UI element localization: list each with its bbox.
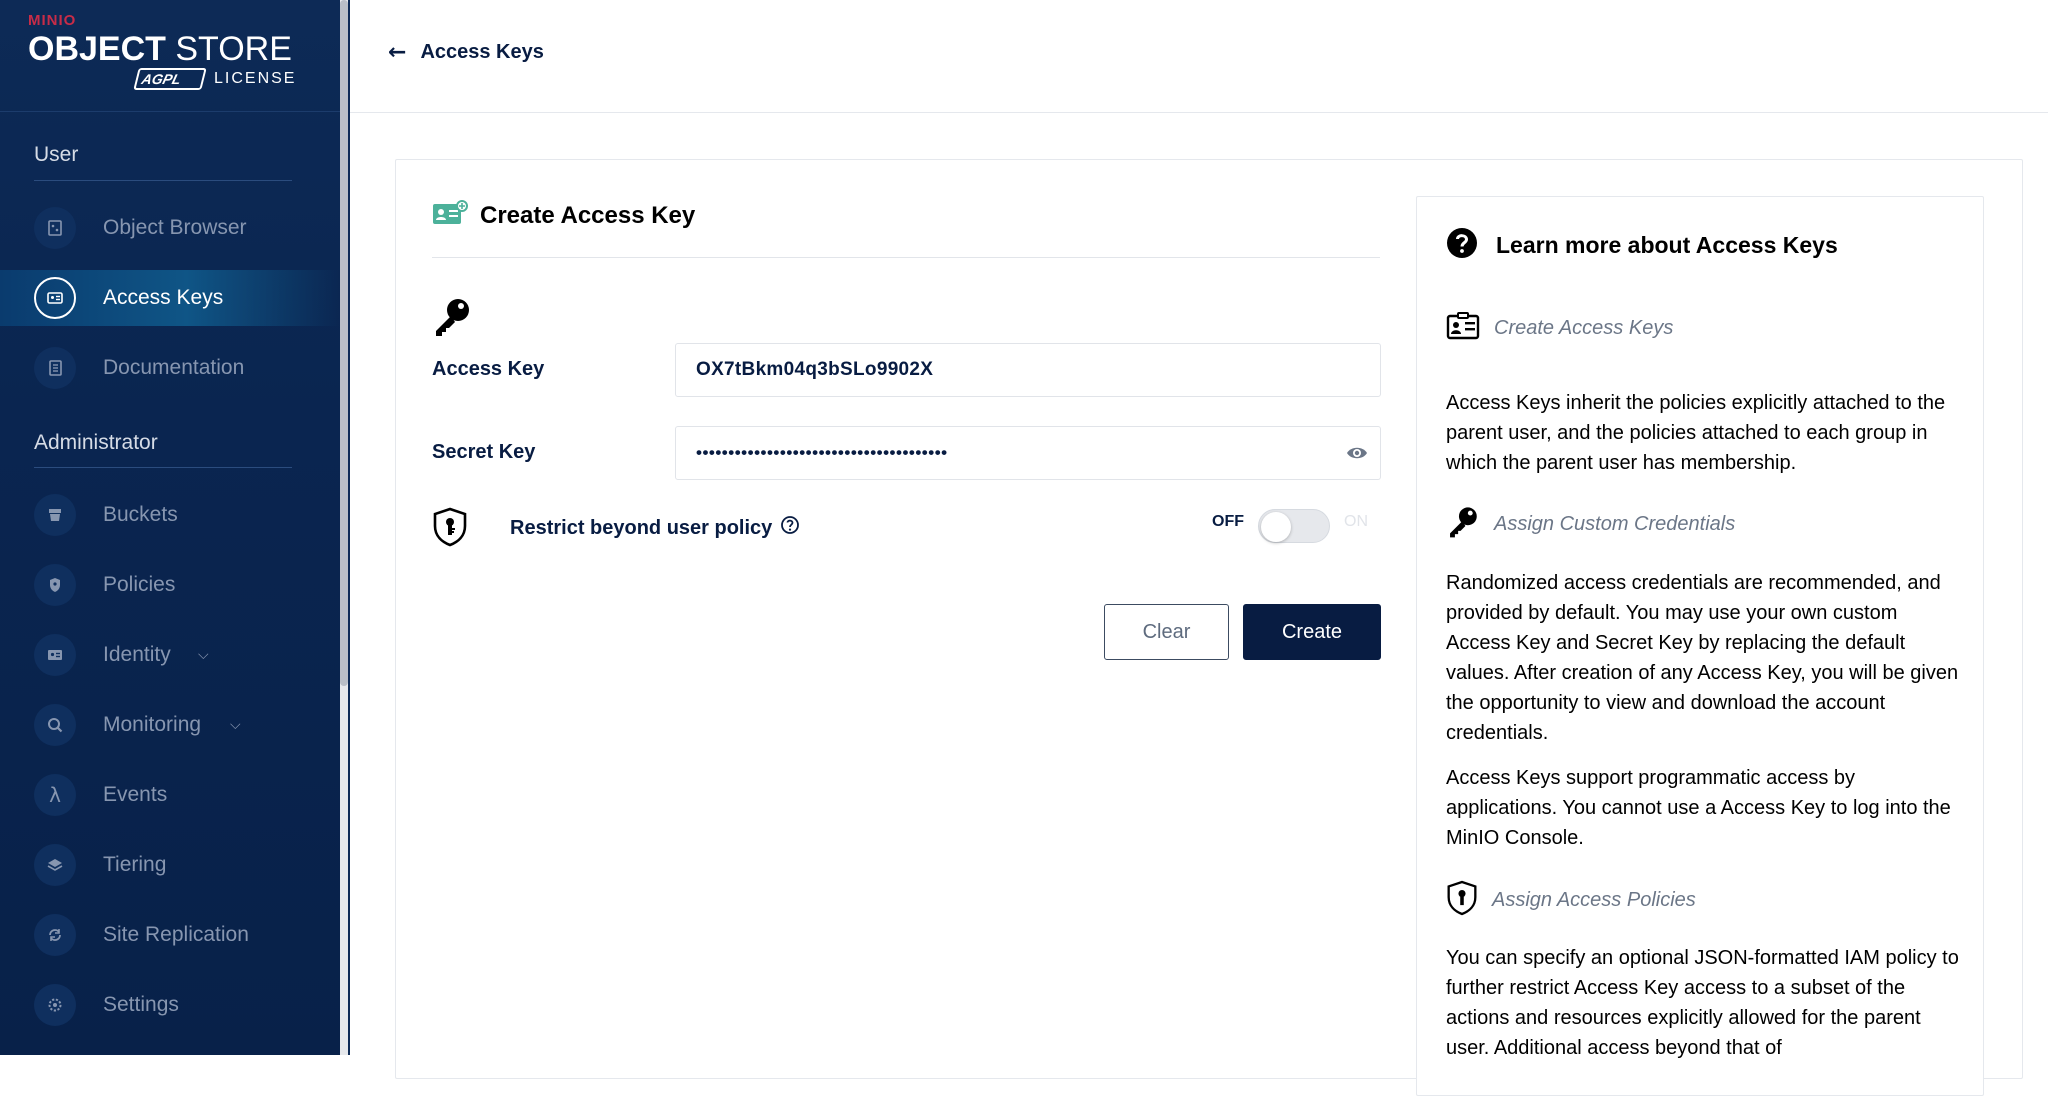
key-icon xyxy=(1446,505,1480,543)
access-key-value: OX7tBkm04q3bSLo9902X xyxy=(696,359,934,380)
restrict-policy-toggle[interactable] xyxy=(1258,509,1330,543)
clear-button[interactable]: Clear xyxy=(1104,604,1229,660)
secret-key-value: ••••••••••••••••••••••••••••••••••••••• xyxy=(696,443,948,462)
policies-icon xyxy=(34,564,76,606)
toggle-on-label: ON xyxy=(1344,513,1368,530)
lambda-icon: λ xyxy=(34,774,76,816)
section-divider xyxy=(34,180,292,181)
logo-brand: MINIO xyxy=(28,12,77,29)
sidebar-item-label: Documentation xyxy=(103,356,245,379)
sidebar-item-tiering[interactable] xyxy=(0,837,340,893)
help-subtitle: Assign Custom Credentials xyxy=(1494,512,1736,535)
access-keys-icon xyxy=(34,277,76,319)
sidebar-item-label: Object Browser xyxy=(103,216,247,239)
page-header xyxy=(350,0,2048,113)
identity-icon xyxy=(34,634,76,676)
documentation-icon xyxy=(34,347,76,389)
sidebar-item-label: Identity xyxy=(103,643,171,666)
sidebar-scrollbar[interactable] xyxy=(340,0,348,1055)
help-section-header xyxy=(1446,312,1673,344)
arrow-left-icon: ← xyxy=(388,40,407,65)
buckets-icon xyxy=(34,494,76,536)
restrict-policy-label xyxy=(510,515,800,541)
sidebar-item-settings[interactable] xyxy=(0,977,340,1033)
section-title-user: User xyxy=(34,143,79,166)
back-link-label: Access Keys xyxy=(420,41,544,63)
sidebar-item-events[interactable] xyxy=(0,767,340,823)
sidebar-item-label: Tiering xyxy=(103,853,167,876)
chevron-down-icon[interactable]: ⌵ xyxy=(198,647,209,663)
id-card-icon xyxy=(1446,312,1480,344)
tiering-icon xyxy=(34,844,76,886)
form-divider xyxy=(432,257,1380,258)
help-paragraph: Access Keys support programmatic access by applications. You cannot use a Access Key to log into the MinIO Console. xyxy=(1446,767,1951,849)
help-section-header xyxy=(1446,880,1696,920)
access-key-input[interactable] xyxy=(675,343,1381,397)
sidebar-item-label: Policies xyxy=(103,573,176,596)
sidebar-item-label: Events xyxy=(103,783,168,806)
agpl-badge: AGPL xyxy=(133,68,206,90)
scrollbar-thumb[interactable] xyxy=(340,0,348,686)
help-paragraph: Randomized access credentials are recommended, and provided by default. You may use your own custom Access Key and Secret Key by replacing the default values. After creation of any Access Key, you will be given the opportunity to view and download the account credentials. xyxy=(1446,572,1959,744)
key-icon xyxy=(432,296,472,342)
restrict-policy-row xyxy=(432,505,1382,549)
secret-key-input[interactable] xyxy=(675,426,1381,480)
eye-icon[interactable] xyxy=(1346,443,1368,467)
sidebar-edge xyxy=(348,0,350,1055)
sidebar-item-label: Settings xyxy=(103,993,179,1016)
question-circle-icon xyxy=(1446,227,1478,263)
form-header xyxy=(432,200,695,232)
sidebar-item-label: Buckets xyxy=(103,503,178,526)
logo-product: OBJECT STORE xyxy=(28,30,292,68)
secret-key-label: Secret Key xyxy=(432,441,536,463)
help-section-header xyxy=(1446,505,1735,543)
toggle-knob xyxy=(1261,512,1291,542)
minio-logo[interactable] xyxy=(28,12,298,92)
create-button[interactable]: Create xyxy=(1243,604,1381,660)
logo-license xyxy=(136,68,296,90)
sidebar-item-policies[interactable] xyxy=(0,557,340,613)
sidebar-item-label: Monitoring xyxy=(103,713,202,736)
sidebar-item-monitoring[interactable] xyxy=(0,697,340,753)
restrict-policy-text: Restrict beyond user policy xyxy=(510,516,773,539)
sidebar-item-identity[interactable] xyxy=(0,627,340,683)
object-browser-icon xyxy=(34,207,76,249)
help-subtitle: Create Access Keys xyxy=(1494,316,1674,339)
form-title: Create Access Key xyxy=(480,202,696,229)
toggle-off-label: OFF xyxy=(1212,513,1244,530)
help-title: Learn more about Access Keys xyxy=(1496,231,1838,258)
sidebar-item-site-replication[interactable] xyxy=(0,907,340,963)
sidebar-item-label: Access Keys xyxy=(103,286,224,309)
sidebar-item-access-keys[interactable] xyxy=(0,270,340,326)
help-subtitle: Assign Access Policies xyxy=(1492,888,1696,911)
help-header xyxy=(1446,227,1838,263)
site-replication-icon xyxy=(34,914,76,956)
sidebar-item-buckets[interactable] xyxy=(0,487,340,543)
sidebar xyxy=(0,0,340,1055)
back-link[interactable] xyxy=(388,40,544,65)
access-key-card-icon xyxy=(432,200,468,232)
access-key-label: Access Key xyxy=(432,358,545,380)
license-text: LICENSE xyxy=(214,70,297,87)
section-title-administrator: Administrator xyxy=(34,431,158,454)
shield-icon xyxy=(1446,880,1478,920)
monitoring-icon xyxy=(34,704,76,746)
sidebar-divider xyxy=(0,111,340,112)
sidebar-item-object-browser[interactable] xyxy=(0,200,340,256)
sidebar-item-documentation[interactable] xyxy=(0,340,340,396)
section-divider xyxy=(34,467,292,468)
help-paragraph: You can specify an optional JSON-formatted IAM policy to further restrict Access Key access to a subset of the actions and resources explicitly allowed for the parent user. Additional access beyond that of xyxy=(1446,947,1959,1059)
shield-icon xyxy=(432,507,468,551)
help-paragraph: Access Keys inherit the policies explicitly attached to the parent user, and the policies attached to each group in which the parent user has membership. xyxy=(1446,392,1946,474)
settings-icon xyxy=(34,984,76,1026)
sidebar-item-label: Site Replication xyxy=(103,923,249,946)
chevron-down-icon[interactable]: ⌵ xyxy=(230,717,241,733)
help-circle-icon[interactable] xyxy=(780,515,800,541)
